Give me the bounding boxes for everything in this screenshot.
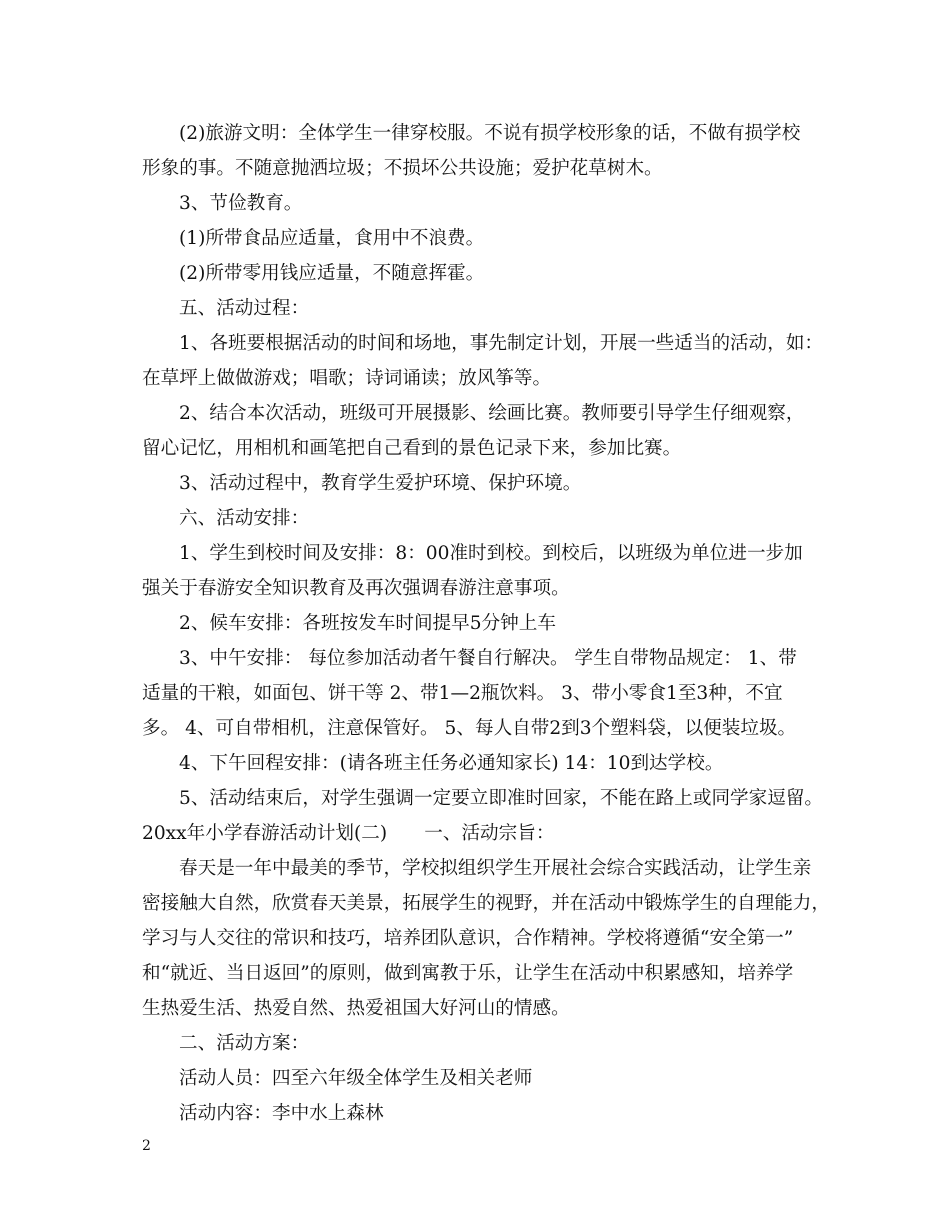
text-line: 多。 4、可自带相机，注意保管好。 5、每人自带2到3个塑料袋，以便装垃圾。 — [142, 718, 797, 739]
page-number: 2 — [142, 1138, 151, 1154]
section-heading: 五、活动过程： — [179, 298, 310, 319]
text-line: 3、中午安排： 每位参加活动者午餐自行解决。 学生自带物品规定： 1、带 — [179, 648, 797, 669]
text-line: 1、学生到校时间及安排：8：00准时到校。到校后，以班级为单位进一步加 — [179, 543, 803, 564]
text-line: 活动人员：四至六年级全体学生及相关老师 — [179, 1068, 533, 1089]
document-body — [142, 116, 830, 1131]
text-line: 形象的事。不随意抛洒垃圾；不损坏公共设施；爱护花草树木。 — [142, 158, 663, 179]
document-subtitle: 20xx年小学春游活动计划(二) 一、活动宗旨： — [142, 823, 555, 844]
text-line: 5、活动结束后，对学生强调一定要立即准时回家，不能在路上或同学家逗留。 — [179, 788, 824, 809]
text-line: 强关于春游安全知识教育及再次强调春游注意事项。 — [142, 578, 570, 599]
text-line: 2、结合本次活动，班级可开展摄影、绘画比赛。教师要引导学生仔细观察， — [179, 403, 805, 424]
section-heading: 二、活动方案： — [179, 1033, 310, 1054]
text-line: 生热爱生活、热爱自然、热爱祖国大好河山的情感。 — [142, 998, 570, 1019]
text-line: 密接触大自然，欣赏春天美景，拓展学生的视野，并在活动中锻炼学生的自理能力， — [142, 893, 830, 914]
text-line: 2、候车安排：各班按发车时间提早5分钟上车 — [179, 613, 556, 634]
text-line: 4、下午回程安排：(请各班主任务必通知家长) 14：10到达学校。 — [179, 753, 724, 774]
text-line: 在草坪上做做游戏；唱歌；诗词诵读；放风筝等。 — [142, 368, 552, 389]
section-heading: 六、活动安排： — [179, 508, 310, 529]
text-line: 留心记忆，用相机和画笔把自己看到的景色记录下来，参加比赛。 — [142, 438, 682, 459]
text-line: (1)所带食品应适量，食用中不浪费。 — [179, 228, 485, 249]
text-line: (2)旅游文明：全体学生一律穿校服。不说有损学校形象的话，不做有损学校 — [179, 123, 801, 144]
text-line: 适量的干粮，如面包、饼干等 2、带1—2瓶饮料。 3、带小零食1至3种，不宜 — [142, 683, 783, 704]
text-line: (2)所带零用钱应适量，不随意挥霍。 — [179, 263, 485, 284]
text-line: 学习与人交往的常识和技巧，培养团队意识，合作精神。学校将遵循“安全第一” — [142, 928, 794, 949]
text-line: 活动内容：李中水上森林 — [179, 1103, 384, 1124]
text-line: 3、节俭教育。 — [179, 193, 303, 214]
text-line: 1、各班要根据活动的时间和场地，事先制定计划，开展一些适当的活动，如： — [179, 333, 824, 354]
text-line: 3、活动过程中，教育学生爱护环境、保护环境。 — [179, 473, 582, 494]
text-line: 春天是一年中最美的季节，学校拟组织学生开展社会综合实践活动，让学生亲 — [179, 858, 812, 879]
text-line: 和“就近、当日返回”的原则，做到寓教于乐，让学生在活动中积累感知，培养学 — [142, 963, 794, 984]
